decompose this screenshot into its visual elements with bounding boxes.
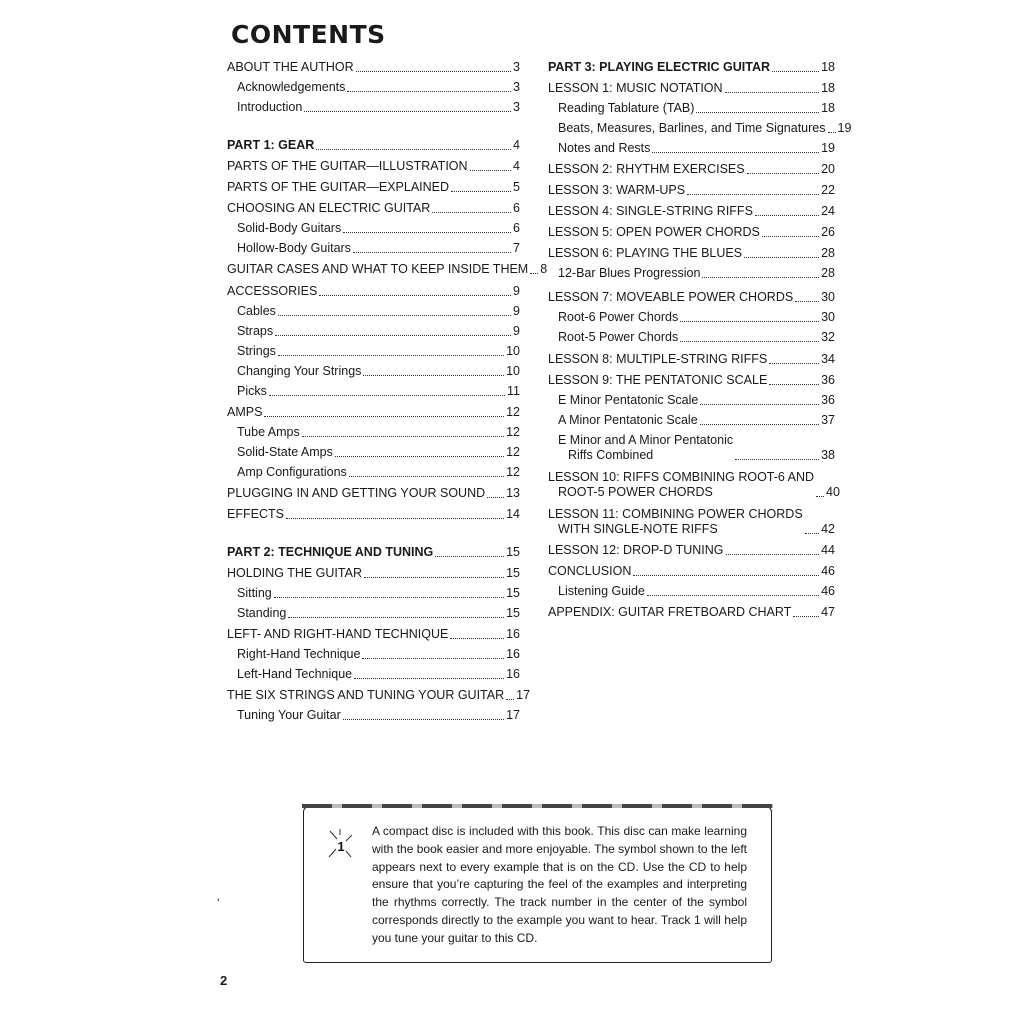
toc-entry-label: PART 3: PLAYING ELECTRIC GUITAR bbox=[548, 60, 771, 74]
toc-entry-label: Tuning Your Guitar bbox=[237, 708, 341, 722]
toc-entry bbox=[548, 81, 835, 96]
toc-entry bbox=[548, 60, 835, 75]
dot-leader bbox=[316, 148, 511, 150]
dot-leader bbox=[795, 300, 819, 302]
toc-entry-label: A Minor Pentatonic Scale bbox=[558, 413, 698, 427]
toc-entry-label: CHOOSING AN ELECTRIC GUITAR bbox=[227, 201, 431, 215]
toc-page-number: 3 bbox=[513, 100, 520, 114]
dot-leader bbox=[755, 214, 819, 216]
toc-page-number: 12 bbox=[506, 405, 520, 419]
toc-page-number: 14 bbox=[506, 507, 520, 521]
toc-entry bbox=[227, 708, 520, 723]
dot-leader bbox=[506, 698, 514, 700]
toc-entry bbox=[548, 507, 835, 537]
toc-entry-label: CONCLUSION bbox=[548, 564, 632, 578]
toc-entry bbox=[548, 330, 835, 345]
toc-entry-label: LESSON 9: THE PENTATONIC SCALE bbox=[548, 373, 768, 387]
toc-entry-label: LESSON 8: MULTIPLE-STRING RIFFS bbox=[548, 352, 768, 366]
toc-entry-label-line2: ROOT-5 POWER CHORDS bbox=[558, 485, 713, 499]
toc-page-number: 9 bbox=[513, 324, 520, 338]
toc-page-number: 30 bbox=[821, 290, 835, 304]
toc-page-number: 19 bbox=[821, 141, 835, 155]
toc-entry-label: Root-6 Power Chords bbox=[558, 310, 679, 324]
toc-page-number: 30 bbox=[821, 310, 835, 324]
toc-entry-label: Reading Tablature (TAB) bbox=[558, 101, 695, 115]
toc-entry bbox=[548, 433, 835, 463]
toc-entry bbox=[227, 159, 520, 174]
dot-leader bbox=[793, 615, 819, 617]
toc-entry bbox=[227, 284, 520, 299]
toc-entry bbox=[548, 290, 835, 305]
toc-page-number: 16 bbox=[506, 627, 520, 641]
toc-page-number: 11 bbox=[507, 384, 520, 398]
toc-page-number: 46 bbox=[821, 584, 835, 598]
toc-entry bbox=[548, 310, 835, 325]
toc-entry-label: Sitting bbox=[237, 586, 272, 600]
toc-entry-label: Strings bbox=[237, 344, 276, 358]
toc-entry-label: PARTS OF THE GUITAR—EXPLAINED bbox=[227, 180, 450, 194]
toc-entry-label: Listening Guide bbox=[558, 584, 645, 598]
toc-entry-label: LESSON 4: SINGLE-STRING RIFFS bbox=[548, 204, 753, 218]
dot-leader bbox=[696, 111, 819, 113]
toc-page-number: 13 bbox=[506, 486, 520, 500]
toc-entry bbox=[548, 266, 835, 281]
toc-entry-label: ABOUT THE AUTHOR bbox=[227, 60, 354, 74]
toc-page-number: 24 bbox=[821, 204, 835, 218]
toc-entry-label: Beats, Measures, Barlines, and Time Signatures bbox=[558, 121, 826, 135]
toc-entry bbox=[227, 667, 520, 682]
toc-entry-label: Amp Configurations bbox=[237, 465, 347, 479]
toc-entry bbox=[548, 373, 835, 388]
dot-leader bbox=[747, 172, 820, 174]
scan-mark: ' bbox=[217, 896, 220, 910]
toc-page-number: 9 bbox=[513, 304, 520, 318]
toc-entry bbox=[227, 445, 520, 460]
dot-leader bbox=[288, 616, 504, 618]
dot-leader bbox=[349, 475, 504, 477]
dot-leader bbox=[356, 70, 511, 72]
dot-leader bbox=[363, 374, 504, 376]
dot-leader bbox=[302, 435, 504, 437]
toc-entry-label: Cables bbox=[237, 304, 276, 318]
dot-leader bbox=[319, 294, 511, 296]
toc-entry bbox=[227, 688, 531, 703]
toc-page-number: 37 bbox=[821, 413, 835, 427]
toc-entry-label: LESSON 1: MUSIC NOTATION bbox=[548, 81, 723, 95]
dot-leader bbox=[816, 495, 824, 497]
toc-entry bbox=[227, 507, 520, 522]
dot-leader bbox=[451, 190, 511, 192]
toc-page-number: 22 bbox=[821, 183, 835, 197]
cd-info-box bbox=[303, 806, 772, 963]
dot-leader bbox=[702, 276, 819, 278]
toc-entry-label: PART 2: TECHNIQUE AND TUNING bbox=[227, 545, 434, 559]
toc-page-number: 4 bbox=[513, 159, 520, 173]
toc-entry-label: Straps bbox=[237, 324, 274, 338]
toc-entry bbox=[548, 393, 835, 408]
toc-page-number: 16 bbox=[506, 667, 520, 681]
dot-leader bbox=[343, 231, 511, 233]
toc-entry-label: Introduction bbox=[237, 100, 303, 114]
toc-page-number: 7 bbox=[513, 241, 520, 255]
toc-entry-label: HOLDING THE GUITAR bbox=[227, 566, 362, 580]
toc-left-column bbox=[227, 60, 548, 723]
toc-entry-label bbox=[548, 470, 814, 500]
dot-leader bbox=[772, 70, 819, 72]
dot-leader bbox=[680, 340, 819, 342]
toc-page-number: 3 bbox=[513, 80, 520, 94]
toc-entry-label: Left-Hand Technique bbox=[237, 667, 353, 681]
toc-entry bbox=[227, 138, 520, 153]
toc-page-number: 18 bbox=[821, 81, 835, 95]
toc-page-number: 15 bbox=[506, 586, 520, 600]
toc-entry-label: Solid-State Amps bbox=[237, 445, 333, 459]
toc-entry-label: LESSON 5: OPEN POWER CHORDS bbox=[548, 225, 760, 239]
toc-entry bbox=[548, 352, 835, 367]
dot-leader bbox=[700, 403, 819, 405]
toc-entry bbox=[227, 405, 520, 420]
toc-page-number: 18 bbox=[821, 101, 835, 115]
toc-page-number: 36 bbox=[821, 373, 835, 387]
toc-entry bbox=[227, 627, 520, 642]
toc-entry bbox=[227, 100, 520, 115]
toc-page-number: 16 bbox=[506, 647, 520, 661]
toc-entry-label: Hollow-Body Guitars bbox=[237, 241, 351, 255]
toc-entry bbox=[548, 204, 835, 219]
dot-leader bbox=[353, 251, 511, 253]
toc-entry bbox=[227, 566, 520, 581]
toc-entry-label: Tube Amps bbox=[237, 425, 300, 439]
dot-leader bbox=[264, 415, 504, 417]
toc-entry bbox=[227, 201, 520, 216]
toc-page-number: 12 bbox=[506, 465, 520, 479]
toc-page-number: 40 bbox=[826, 485, 840, 499]
toc-entry-label: Picks bbox=[237, 384, 267, 398]
toc-entry bbox=[227, 60, 520, 75]
toc-page-number: 5 bbox=[513, 180, 520, 194]
toc-entry bbox=[548, 413, 835, 428]
toc-page-number: 38 bbox=[821, 448, 835, 462]
cd-description: A compact disc is included with this book. This disc can make learning with the book easier and more enjoyable. The symbol shown to the left appears next to every example that is on the CD. Use the CD to help ensure that you’re capturing the feel of the examples and interpreting the rhythms correctly. The track number in the center of the symbol corresponds directly to the example you want to hear. Track 1 will help you tune your guitar to this CD. bbox=[372, 824, 747, 945]
dot-leader bbox=[450, 637, 504, 639]
toc-entry bbox=[227, 486, 520, 501]
page-title: CONTENTS bbox=[231, 20, 386, 49]
dot-leader bbox=[435, 555, 504, 557]
dot-leader bbox=[762, 235, 819, 237]
toc-page-number: 15 bbox=[506, 566, 520, 580]
toc-entry bbox=[227, 344, 520, 359]
toc-entry-label-line1: LESSON 11: COMBINING POWER CHORDS bbox=[548, 507, 803, 521]
toc-entry bbox=[548, 183, 835, 198]
toc-entry bbox=[227, 304, 520, 319]
dot-leader bbox=[687, 193, 819, 195]
toc-entry bbox=[227, 180, 520, 195]
toc-page-number: 19 bbox=[837, 121, 852, 135]
dot-leader bbox=[304, 110, 511, 112]
toc-entry bbox=[227, 221, 520, 236]
dot-leader bbox=[278, 314, 511, 316]
dot-leader bbox=[354, 677, 504, 679]
toc-page-number: 46 bbox=[821, 564, 835, 578]
cd-track-number: 1 bbox=[337, 839, 345, 854]
toc-entry-label-line2: Riffs Combined bbox=[568, 448, 654, 462]
toc-page-number: 6 bbox=[513, 221, 520, 235]
dot-leader bbox=[828, 131, 836, 133]
dot-leader bbox=[364, 576, 504, 578]
toc-page-number: 9 bbox=[513, 284, 520, 298]
toc-entry-label: EFFECTS bbox=[227, 507, 284, 521]
dot-leader bbox=[735, 458, 819, 460]
toc-entry bbox=[227, 545, 520, 560]
toc-entry-label: Notes and Rests bbox=[558, 141, 651, 155]
dot-leader bbox=[286, 517, 504, 519]
dot-leader bbox=[633, 574, 819, 576]
toc-page-number: 6 bbox=[513, 201, 520, 215]
toc-entry bbox=[548, 225, 835, 240]
toc-entry-label: THE SIX STRINGS AND TUNING YOUR GUITAR bbox=[227, 688, 505, 702]
toc-entry-label: LESSON 7: MOVEABLE POWER CHORDS bbox=[548, 290, 794, 304]
dot-leader bbox=[700, 423, 819, 425]
toc-entry-label bbox=[548, 507, 803, 537]
toc-entry bbox=[548, 162, 835, 177]
toc-entry bbox=[548, 101, 835, 116]
toc-page-number: 20 bbox=[821, 162, 835, 176]
cd-track-icon bbox=[326, 827, 356, 863]
toc-page-number: 8 bbox=[540, 262, 548, 276]
dot-leader bbox=[347, 90, 511, 92]
dot-leader bbox=[432, 211, 511, 213]
toc-page-number: 3 bbox=[513, 60, 520, 74]
toc-entry-label: LEFT- AND RIGHT-HAND TECHNIQUE bbox=[227, 627, 449, 641]
toc-entry-label: E Minor Pentatonic Scale bbox=[558, 393, 699, 407]
toc-entry-label: PLUGGING IN AND GETTING YOUR SOUND bbox=[227, 486, 486, 500]
toc-entry-label: 12-Bar Blues Progression bbox=[558, 266, 701, 280]
toc-entry-label-line1: E Minor and A Minor Pentatonic bbox=[558, 433, 734, 447]
dot-leader bbox=[335, 455, 504, 457]
toc-entry bbox=[227, 364, 520, 379]
dot-leader bbox=[744, 256, 819, 258]
toc-entry bbox=[548, 564, 835, 579]
toc-entry bbox=[227, 465, 520, 480]
toc-page-number: 17 bbox=[506, 708, 520, 722]
toc-entry bbox=[548, 470, 840, 500]
toc-entry-label-line2: WITH SINGLE-NOTE RIFFS bbox=[558, 522, 718, 536]
dot-leader bbox=[726, 553, 820, 555]
toc-entry bbox=[227, 324, 520, 339]
dot-leader bbox=[470, 169, 512, 171]
toc-page-number: 47 bbox=[821, 605, 835, 619]
toc-page-number: 17 bbox=[516, 688, 531, 702]
toc-entry-label: APPENDIX: GUITAR FRETBOARD CHART bbox=[548, 605, 792, 619]
toc-page-number: 10 bbox=[506, 344, 520, 358]
toc-entry-label: Right-Hand Technique bbox=[237, 647, 361, 661]
dot-leader bbox=[769, 383, 819, 385]
toc-page-number: 4 bbox=[513, 138, 520, 152]
toc-entry bbox=[548, 121, 852, 136]
toc-entry bbox=[227, 425, 520, 440]
toc-entry-label: GUITAR CASES AND WHAT TO KEEP INSIDE THEM bbox=[227, 262, 529, 276]
toc-entry-label: LESSON 2: RHYTHM EXERCISES bbox=[548, 162, 745, 176]
toc-page-number: 18 bbox=[821, 60, 835, 74]
toc-page-number: 34 bbox=[821, 352, 835, 366]
toc-page-number: 42 bbox=[821, 522, 835, 536]
dot-leader bbox=[805, 532, 819, 534]
page-number: 2 bbox=[220, 973, 228, 988]
toc-page-number: 32 bbox=[821, 330, 835, 344]
dot-leader bbox=[652, 151, 819, 153]
toc-entry-label: Standing bbox=[237, 606, 287, 620]
toc-entry bbox=[227, 586, 520, 601]
dot-leader bbox=[343, 718, 504, 720]
toc-entry-label: LESSON 6: PLAYING THE BLUES bbox=[548, 246, 743, 260]
toc-entry bbox=[227, 241, 520, 256]
toc-entry bbox=[227, 384, 520, 399]
toc-page-number: 44 bbox=[821, 543, 835, 557]
toc-page-number: 15 bbox=[506, 606, 520, 620]
dot-leader bbox=[274, 596, 504, 598]
toc-entry bbox=[548, 605, 835, 620]
toc-right-column bbox=[548, 60, 852, 620]
toc-entry-label: ACCESSORIES bbox=[227, 284, 318, 298]
toc-entry-label: Root-5 Power Chords bbox=[558, 330, 679, 344]
toc-page-number: 10 bbox=[506, 364, 520, 378]
dot-leader bbox=[275, 334, 511, 336]
toc-page-number: 12 bbox=[506, 425, 520, 439]
toc-page-number: 12 bbox=[506, 445, 520, 459]
toc-entry bbox=[548, 246, 835, 261]
dot-leader bbox=[530, 272, 538, 274]
dot-leader bbox=[278, 354, 504, 356]
toc-entry-label bbox=[558, 433, 733, 463]
toc-entry bbox=[227, 606, 520, 621]
toc-page-number: 36 bbox=[821, 393, 835, 407]
toc-entry bbox=[548, 584, 835, 599]
toc-entry-label: PART 1: GEAR bbox=[227, 138, 315, 152]
toc-page-number: 26 bbox=[821, 225, 835, 239]
dot-leader bbox=[362, 657, 504, 659]
toc-entry bbox=[227, 262, 548, 277]
toc-entry-label: LESSON 12: DROP-D TUNING bbox=[548, 543, 724, 557]
toc-entry-label: PARTS OF THE GUITAR—ILLUSTRATION bbox=[227, 159, 468, 173]
dot-leader bbox=[647, 594, 819, 596]
toc-entry bbox=[227, 647, 520, 662]
toc-page-number: 28 bbox=[821, 246, 835, 260]
toc-entry-label: Solid-Body Guitars bbox=[237, 221, 342, 235]
toc-entry-label: LESSON 3: WARM-UPS bbox=[548, 183, 686, 197]
toc-entry-label: AMPS bbox=[227, 405, 263, 419]
dot-leader bbox=[769, 362, 819, 364]
dot-leader bbox=[269, 394, 505, 396]
toc-page-number: 15 bbox=[506, 545, 520, 559]
toc-page-number: 28 bbox=[821, 266, 835, 280]
toc-entry bbox=[548, 141, 835, 156]
dot-leader bbox=[725, 91, 820, 93]
dot-leader bbox=[487, 496, 504, 498]
toc-entry-label: Acknowledgements bbox=[237, 80, 346, 94]
toc-entry-label: Changing Your Strings bbox=[237, 364, 362, 378]
toc-entry bbox=[548, 543, 835, 558]
dot-leader bbox=[680, 320, 819, 322]
toc-entry-label-line1: LESSON 10: RIFFS COMBINING ROOT-6 AND bbox=[548, 470, 815, 484]
toc-entry bbox=[227, 80, 520, 95]
